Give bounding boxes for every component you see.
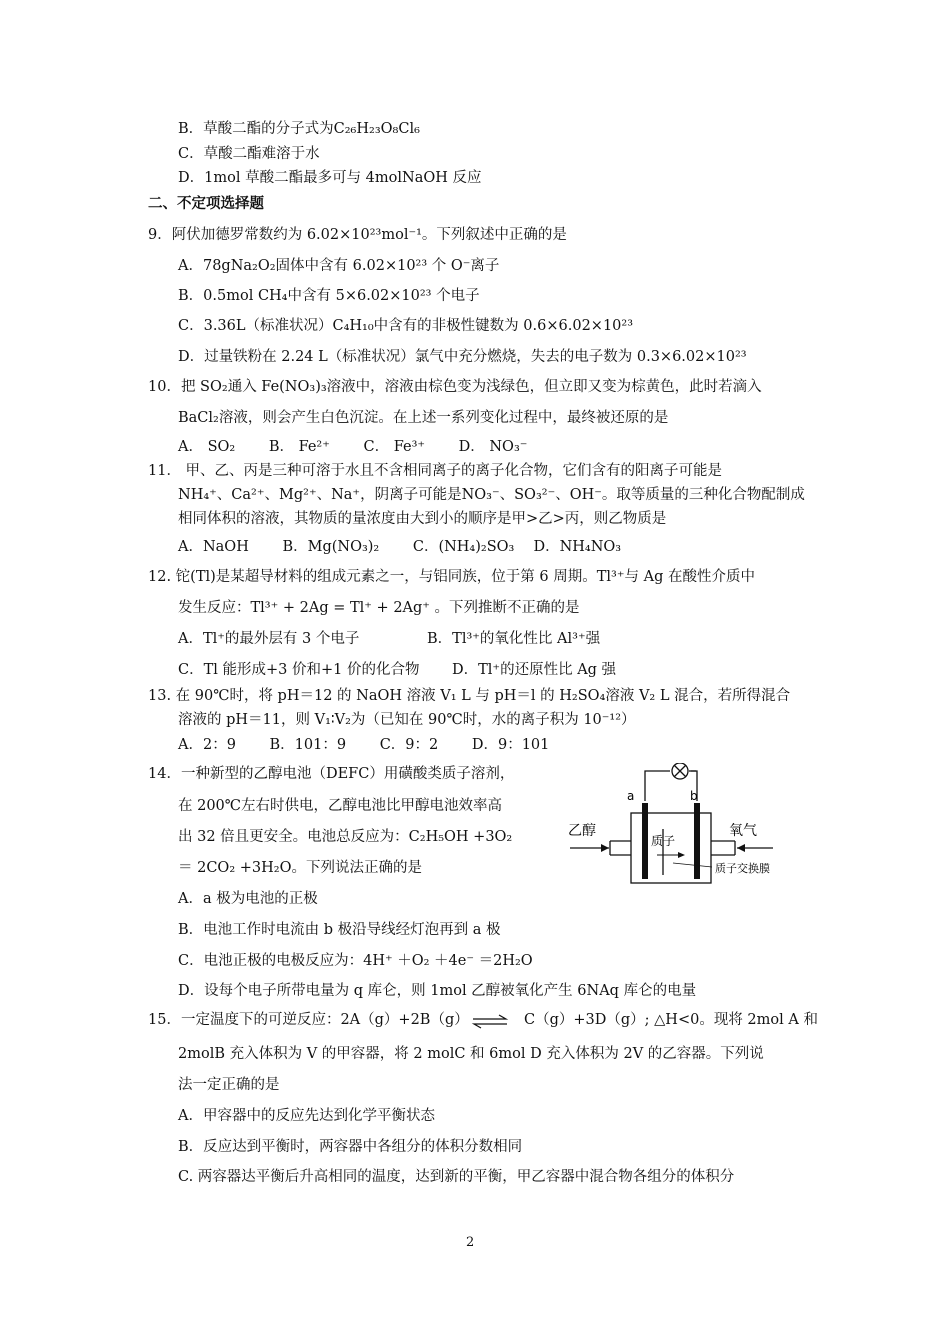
q10-stem-line2: BaCl₂溶液，则会产生白色沉淀。在上述一系列变化过程中，最终被还原的是 (178, 410, 669, 426)
q13-stem-line2: 溶液的 pH＝11，则 V₁∶V₂为（已知在 90℃时，水的离子积为 10⁻¹²） (178, 712, 636, 728)
q14-stem-line3: 出 32 倍且更安全。电池总反应为：C₂H₅OH +3O₂ (178, 829, 513, 845)
q11-stem-line1: 11． 甲、乙、丙是三种可溶于水且不含相同离子的离子化合物，它们含有的阳离子可能是 (148, 463, 723, 479)
q9-option-b: B．0.5mol CH₄中含有 5×6.02×10²³ 个电子 (178, 288, 480, 304)
label-a: a (627, 789, 635, 803)
q15-stem-line1b: C（g）+3D（g）; △H<0。现将 2mol A 和 (524, 1012, 818, 1028)
q14-option-d: D．设每个电子所带电量为 q 库仑，则 1mol 乙醇被氧化产生 6NAq 库仑的电量 (178, 983, 697, 999)
section-heading: 二、不定项选择题 (148, 196, 264, 212)
q11-options: A．NaOH B．Mg(NO₃)₂ C．(NH₄)₂SO₃ D．NH₄NO₃ (178, 539, 622, 555)
label-membrane: 质子交换膜 (715, 862, 770, 875)
q12-stem-line2: 发生反应：Tl³⁺ + 2Ag = Tl⁺ + 2Ag⁺ 。下列推断不正确的是 (178, 600, 580, 616)
q8-option-b: B．草酸二酯的分子式为C₂₆H₂₃O₈Cl₆ (178, 121, 420, 137)
proton-arrow-icon (678, 852, 685, 858)
label-oxygen: 氧气 (729, 823, 757, 839)
q9-option-a: A．78gNa₂O₂固体中含有 6.02×10²³ 个 O⁻离子 (178, 258, 500, 274)
q11-stem-line3: 相同体积的溶液，其物质的量浓度由大到小的顺序是甲>乙>丙，则乙物质是 (178, 511, 667, 527)
label-ethanol: 乙醇 (568, 823, 596, 839)
q8-option-d: D．1mol 草酸二酯最多可与 4molNaOH 反应 (178, 170, 482, 186)
q12-option-c: C．Tl 能形成+3 价和+1 价的化合物 (178, 662, 420, 678)
q14-stem-line2: 在 200℃左右时供电，乙醇电池比甲醇电池效率高 (178, 798, 503, 814)
fuel-cell-diagram (565, 763, 785, 888)
q13-options: A．2：9 B．101：9 C．9：2 D．9：101 (178, 737, 550, 753)
q15-stem-line2: 2molB 充入体积为 V 的甲容器，将 2 molC 和 6mol D 充入体积为 2V 的乙容器。下列说 (178, 1046, 764, 1062)
q12-stem-line1: 12. 铊(Tl)是某超导材料的组成元素之一，与铝同族，位于第 6 周期。Tl³⁺与 Ag 在酸性介质中 (148, 569, 755, 585)
electrode-a (642, 803, 648, 879)
q14-option-a: A．a 极为电池的正极 (178, 891, 318, 907)
q9-option-c: C．3.36L（标准状况）C₄H₁₀中含有的非极性键数为 0.6×6.02×10²³ (178, 318, 634, 334)
q10-options: A． SO₂ B． Fe²⁺ C． Fe³⁺ D． NO₃⁻ (178, 439, 528, 455)
q13-stem-line1: 13. 在 90℃时，将 pH＝12 的 NaOH 溶液 V₁ L 与 pH＝l 的 H₂SO₄溶液 V₂ L 混合，若所得混合 (148, 688, 791, 704)
q12-option-a: A．Tl⁺的最外层有 3 个电子 (178, 631, 360, 647)
q15-option-a: A．甲容器中的反应先达到化学平衡状态 (178, 1108, 435, 1124)
label-b: b (690, 789, 698, 803)
q14-option-c: C．电池正极的电极反应为：4H⁺ ＋O₂ ＋4e⁻ ＝2H₂O (178, 953, 533, 969)
label-proton: 质子 (651, 834, 676, 848)
q15-option-c: C. 两容器达平衡后升高相同的温度，达到新的平衡，甲乙容器中混合物各组分的体积分 (178, 1169, 735, 1185)
oxygen-arrow-icon (737, 844, 745, 852)
q14-stem-line1: 14．一种新型的乙醇电池（DEFC）用磺酸类质子溶剂， (148, 766, 515, 782)
q14-stem-line4: ＝ 2CO₂ +3H₂O。下列说法正确的是 (178, 860, 422, 876)
q15-stem-line1a: 15．一定温度下的可逆反应：2A（g）+2B（g） (148, 1012, 469, 1028)
q12-option-d: D．Tl⁺的还原性比 Ag 强 (452, 662, 617, 678)
equilibrium-arrows-icon (470, 1012, 510, 1030)
q14-option-b: B．电池工作时电流由 b 极沿导线经灯泡再到 a 极 (178, 922, 501, 938)
q8-option-c: C．草酸二酯难溶于水 (178, 146, 320, 162)
q11-stem-line2: NH₄⁺、Ca²⁺、Mg²⁺、Na⁺，阴离子可能是NO₃⁻、SO₃²⁻、OH⁻。取等质量的三种化合物配制成 (178, 487, 805, 503)
electrode-b (694, 803, 700, 879)
q15-option-b: B．反应达到平衡时，两容器中各组分的体积分数相同 (178, 1139, 523, 1155)
ethanol-arrow-icon (601, 844, 609, 852)
page-number: 2 (466, 1235, 475, 1250)
q9-stem: 9．阿伏加德罗常数约为 6.02×10²³mol⁻¹。下列叙述中正确的是 (148, 227, 567, 243)
q10-stem-line1: 10．把 SO₂通入 Fe(NO₃)₃溶液中，溶液由棕色变为浅绿色，但立即又变为棕黄色，此时若滴入 (148, 379, 762, 395)
q15-stem-line3: 法一定正确的是 (178, 1077, 280, 1093)
q12-option-b: B．Tl³⁺的氧化性比 Al³⁺强 (427, 631, 601, 647)
q9-option-d: D．过量铁粉在 2.24 L（标准状况）氯气中充分燃烧，失去的电子数为 0.3×6.02×10²³ (178, 349, 747, 365)
